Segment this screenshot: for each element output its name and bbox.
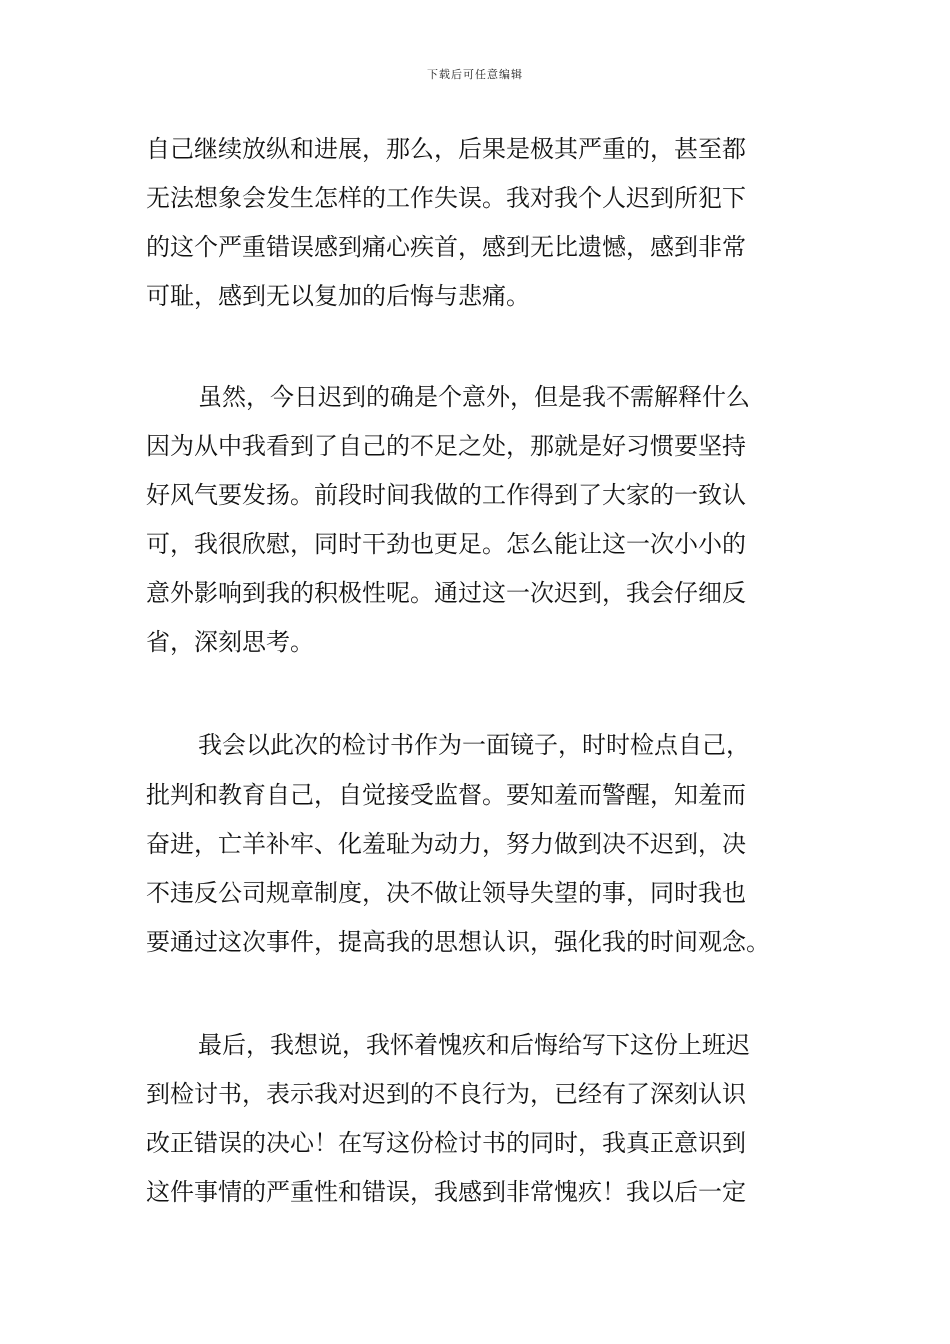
paragraph-3-line-2: 批判和教育自己，自觉接受监督。要知羞而警醒，知羞而 xyxy=(146,781,746,809)
paragraph-2-line-3: 好风气要发扬。前段时间我做的工作得到了大家的一致认 xyxy=(146,481,746,509)
paragraph-1-line-2: 无法想象会发生怎样的工作失误。我对我个人迟到所犯下 xyxy=(146,184,746,212)
paragraph-3-line-5: 要通过这次事件，提高我的思想认识，强化我的时间观念。 xyxy=(146,928,770,956)
paragraph-2-line-1: 虽然，今日迟到的确是个意外，但是我不需解释什么 xyxy=(198,383,750,411)
paragraph-4-line-1: 最后，我想说，我怀着愧疚和后悔给写下这份上班迟 xyxy=(198,1031,750,1059)
paragraph-2-line-2: 因为从中我看到了自己的不足之处，那就是好习惯要坚持 xyxy=(146,432,746,460)
paragraph-2-line-6: 省，深刻思考。 xyxy=(146,628,314,656)
paragraph-3-line-1: 我会以此次的检讨书作为一面镜子，时时检点自己， xyxy=(198,731,750,759)
paragraph-1-line-1: 自己继续放纵和进展，那么，后果是极其严重的，甚至都 xyxy=(146,135,746,163)
page-header: 下载后可任意编辑 xyxy=(427,68,523,81)
paragraph-1-line-3: 的这个严重错误感到痛心疾首，感到无比遗憾，感到非常 xyxy=(146,233,746,261)
paragraph-4-line-2: 到检讨书，表示我对迟到的不良行为，已经有了深刻认识 xyxy=(146,1080,746,1108)
paragraph-4-line-3: 改正错误的决心！在写这份检讨书的同时，我真正意识到 xyxy=(146,1129,746,1157)
paragraph-4-line-4: 这件事情的严重性和错误，我感到非常愧疚！我以后一定 xyxy=(146,1178,746,1206)
paragraph-3-line-3: 奋进，亡羊补牢、化羞耻为动力，努力做到决不迟到，决 xyxy=(146,830,746,858)
paragraph-2-line-5: 意外影响到我的积极性呢。通过这一次迟到，我会仔细反 xyxy=(146,579,746,607)
paragraph-1-line-4: 可耻，感到无以复加的后悔与悲痛。 xyxy=(146,282,530,310)
paragraph-3-line-4: 不违反公司规章制度，决不做让领导失望的事，同时我也 xyxy=(146,879,746,907)
paragraph-2-line-4: 可，我很欣慰，同时干劲也更足。怎么能让这一次小小的 xyxy=(146,530,746,558)
